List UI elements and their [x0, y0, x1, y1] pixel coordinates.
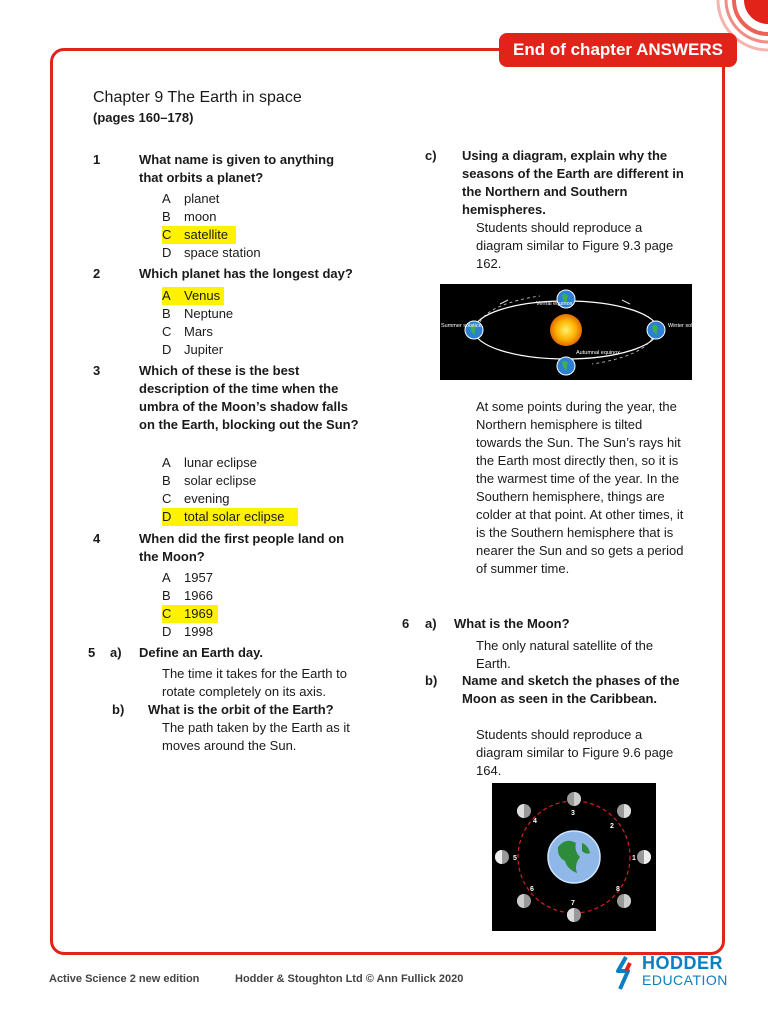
q1-option-c-correct: C satellite	[162, 226, 236, 244]
question-6b-text: Name and sketch the phases of the Moon as seen in the Caribbean.	[462, 673, 680, 706]
phase-number-3: 3	[571, 810, 575, 817]
question-1-text: What name is given to anything that orbits a planet?	[139, 152, 335, 185]
logo-text-hodder: HODDER	[642, 953, 724, 973]
question-5c-label: c)	[425, 148, 437, 163]
question-5c-explanation: At some points during the year, the Northern hemisphere is tilted towards the Sun. The Sun’s rays hit the Earth most directly then, so it is the warmest time of the year. In the Southern hemisphere, things are colder at that point. At other times, it is the Southern hemisphere that is nearer the Sun and so gets a period of summer time.	[476, 399, 684, 576]
earth-autumnal-icon	[557, 357, 575, 375]
question-4-text: When did the first people land on the Moon?	[139, 531, 345, 564]
phase-number-2: 2	[610, 823, 614, 830]
question-6b-label: b)	[425, 673, 438, 688]
summer-label: Summer solstice	[441, 323, 482, 329]
vernal-label: Vernal equinox	[536, 301, 573, 307]
question-5a-label: a)	[110, 645, 122, 660]
phase-number-1: 1	[632, 855, 636, 862]
question-6b-answer: Students should reproduce a diagram similar to Figure 9.6 page 164.	[476, 727, 674, 778]
hodder-logo-mark-icon	[612, 955, 638, 993]
earth-winter-icon	[647, 321, 665, 339]
question-5-number: 5	[88, 645, 96, 660]
question-3-text: Which of these is the best description of the time when the umbra of the Moon’s shadow falls on the Earth, blocking out the Sun?	[139, 363, 359, 432]
question-5b-answer: The path taken by the Earth as it moves around the Sun.	[162, 720, 350, 753]
phase-number-8: 8	[616, 886, 620, 893]
question-2-number: 2	[93, 266, 101, 281]
phase-number-4: 4	[533, 818, 537, 825]
question-6a-label: a)	[425, 616, 437, 631]
earth-center-icon	[548, 831, 600, 883]
question-5b-text: What is the orbit of the Earth?	[148, 702, 334, 717]
question-5a-text: Define an Earth day.	[139, 645, 264, 660]
question-6a-answer: The only natural satellite of the Earth.	[476, 638, 654, 671]
q2-option-a-correct: A Venus	[162, 287, 224, 305]
page-title: Chapter 9 The Earth in space	[93, 89, 302, 106]
question-1-number: 1	[93, 152, 101, 167]
page-subtitle: (pages 160–178)	[93, 110, 194, 125]
question-6-number: 6	[402, 616, 410, 631]
question-5c-answer: Students should reproduce a diagram similar to Figure 9.3 page 162.	[476, 220, 674, 271]
question-5c-text: Using a diagram, explain why the seasons of the Earth are different in the Northern and Southern hemispheres.	[462, 148, 684, 217]
seasons-orbit-figure	[440, 284, 704, 380]
footer-copyright: Hodder & Stoughton Ltd © Ann Fullick 2020	[235, 973, 464, 985]
q3-option-d-correct: D total solar eclipse	[162, 508, 298, 526]
sun-icon	[550, 314, 582, 346]
q4-option-c-correct: C 1969	[162, 605, 218, 623]
question-4-number: 4	[93, 531, 101, 546]
phase-number-5: 5	[513, 855, 517, 862]
moon-phases-figure	[492, 783, 656, 931]
logo-text-education: EDUCATION	[642, 972, 728, 988]
phase-number-6: 6	[530, 886, 534, 893]
hodder-education-logo	[612, 953, 742, 993]
chapter-answers-banner: End of chapter ANSWERS	[499, 33, 737, 67]
question-6a-text: What is the Moon?	[454, 616, 570, 631]
phase-number-7: 7	[571, 900, 575, 907]
question-3-number: 3	[93, 363, 101, 378]
question-5a-answer: The time it takes for the Earth to rotate completely on its axis.	[162, 666, 347, 699]
question-2-text: Which planet has the longest day?	[139, 266, 353, 281]
question-5b-label: b)	[112, 702, 125, 717]
autumnal-label: Autumnal equinox	[576, 350, 621, 356]
winter-label: Winter solstice	[668, 323, 704, 329]
footer-book-title: Active Science 2 new edition	[49, 973, 200, 985]
